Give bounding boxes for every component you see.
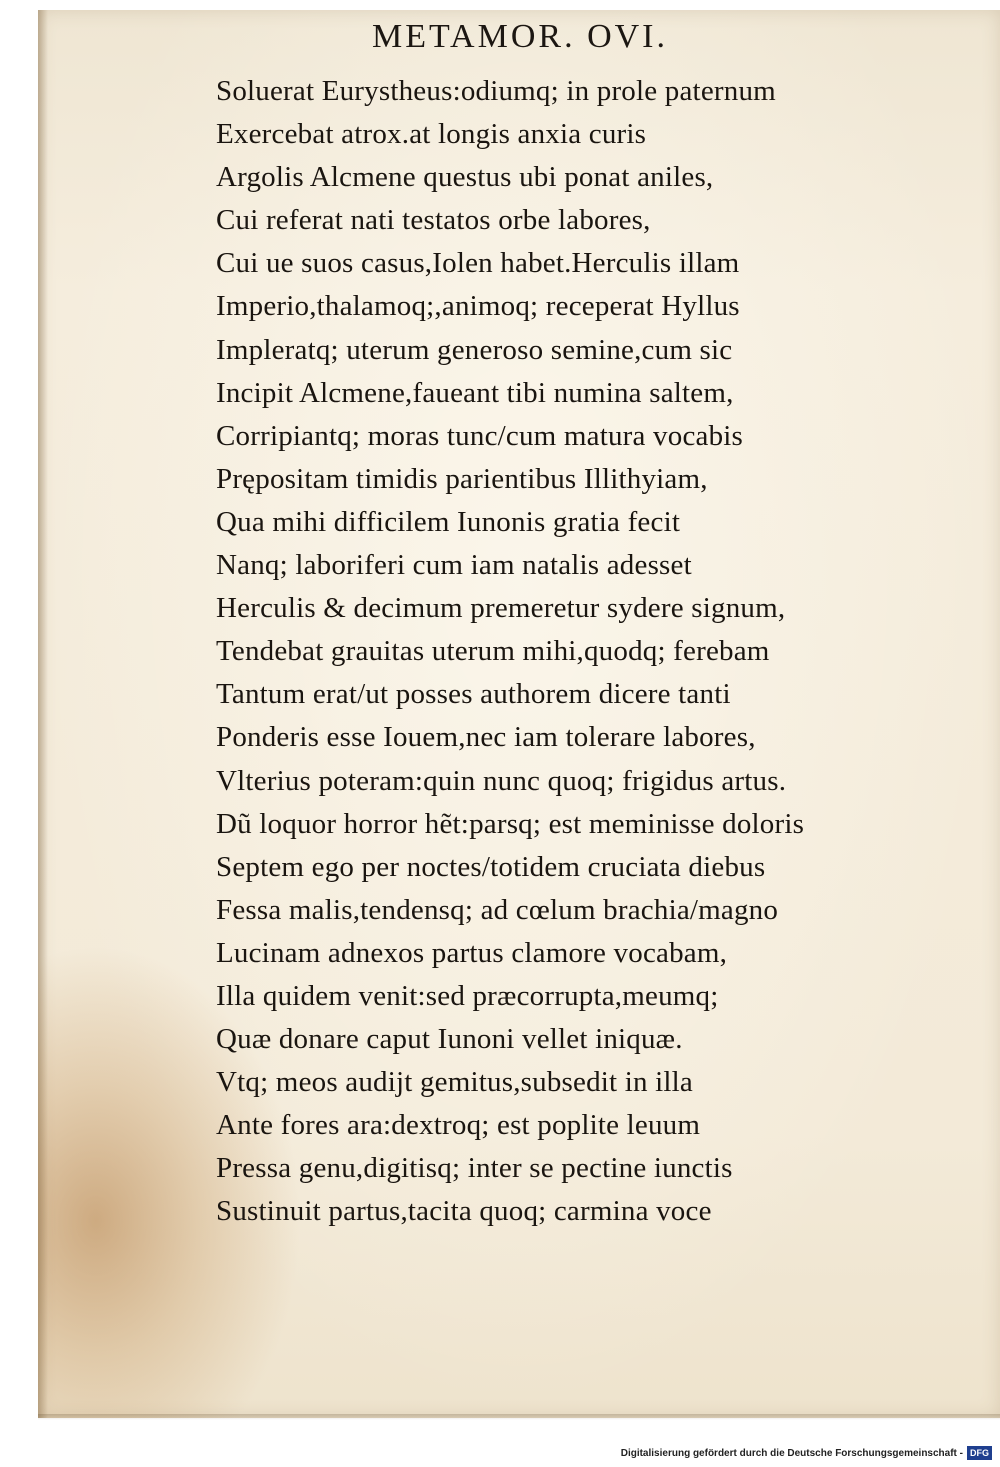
- verse-line: Dũ loquor horror hẽt:parsq; est meminisse doloris: [216, 807, 805, 840]
- verse-line: Nanq; laboriferi cum iam natalis adesset: [216, 549, 692, 582]
- verse-line: Illa quidem venit:sed præcorrupta,meumq;: [216, 979, 719, 1012]
- verse-line: Incipit Alcmene,faueant tibi numina saltem,: [216, 376, 734, 409]
- verse-line: Soluerat Eurystheus:odiumq; in prole paternum: [216, 75, 776, 107]
- verse-line: Septem ego per noctes/totidem cruciata diebus: [216, 850, 766, 883]
- verse-line: Impleratq; uterum generoso semine,cum sic: [216, 333, 733, 366]
- verse-line: Exercebat atrox.at longis anxia curis: [216, 118, 647, 151]
- verse-line: Herculis & decimum premeretur sydere signum,: [216, 592, 786, 625]
- verse-line: Lucinam adnexos partus clamore vocabam,: [216, 936, 728, 969]
- verse-line: Cui referat nati testatos orbe labores,: [216, 204, 651, 237]
- verse-line: Qua mihi difficilem Iunonis gratia fecit: [216, 505, 681, 538]
- page-bottom-edge: [38, 1414, 1000, 1420]
- verse-line: Fessa malis,tendensq; ad cœlum brachia/magno: [216, 893, 779, 926]
- verse-line: Prępositam timidis parientibus Illithyiam,: [216, 462, 708, 495]
- verse-line: Sustinuit partus,tacita quoq; carmina voce: [216, 1195, 712, 1228]
- verse-line: Quæ donare caput Iunoni vellet iniquæ.: [216, 1023, 683, 1056]
- verse-line: Vtq; meos audijt gemitus,subsedit in illa: [216, 1066, 694, 1099]
- verse-line: Tantum erat/ut posses authorem dicere tanti: [216, 678, 731, 711]
- verse-line: Vlterius poteram:quin nunc quoq; frigidus artus.: [216, 764, 787, 797]
- running-head: METAMOR. OVI.: [372, 18, 668, 55]
- verse-line: Ante fores ara:dextroq; est poplite leuum: [216, 1109, 701, 1142]
- funding-footer: [621, 1446, 992, 1460]
- page-gutter-shadow: [38, 10, 48, 1418]
- verse-line: Imperio,thalamoq;,animoq; receperat Hyllus: [216, 290, 740, 323]
- verse-line: Argolis Alcmene questus ubi ponat aniles,: [216, 161, 714, 194]
- verse-line: Pressa genu,digitisq; inter se pectine iunctis: [216, 1152, 733, 1185]
- funding-note: Digitalisierung gefördert durch die Deutsche Forschungsgemeinschaft -: [620, 1447, 963, 1459]
- verse-line: Ponderis esse Iouem,nec iam tolerare labores,: [216, 721, 756, 754]
- verse-line: Corripiantq; moras tunc/cum matura vocabis: [216, 419, 744, 452]
- verse-block: [216, 70, 804, 1234]
- verse-line: Cui ue suos casus,Iolen habet.Herculis illam: [216, 247, 740, 280]
- dfg-logo-icon: DFG: [967, 1446, 992, 1460]
- verse-line: Tendebat grauitas uterum mihi,quodq; ferebam: [216, 635, 770, 668]
